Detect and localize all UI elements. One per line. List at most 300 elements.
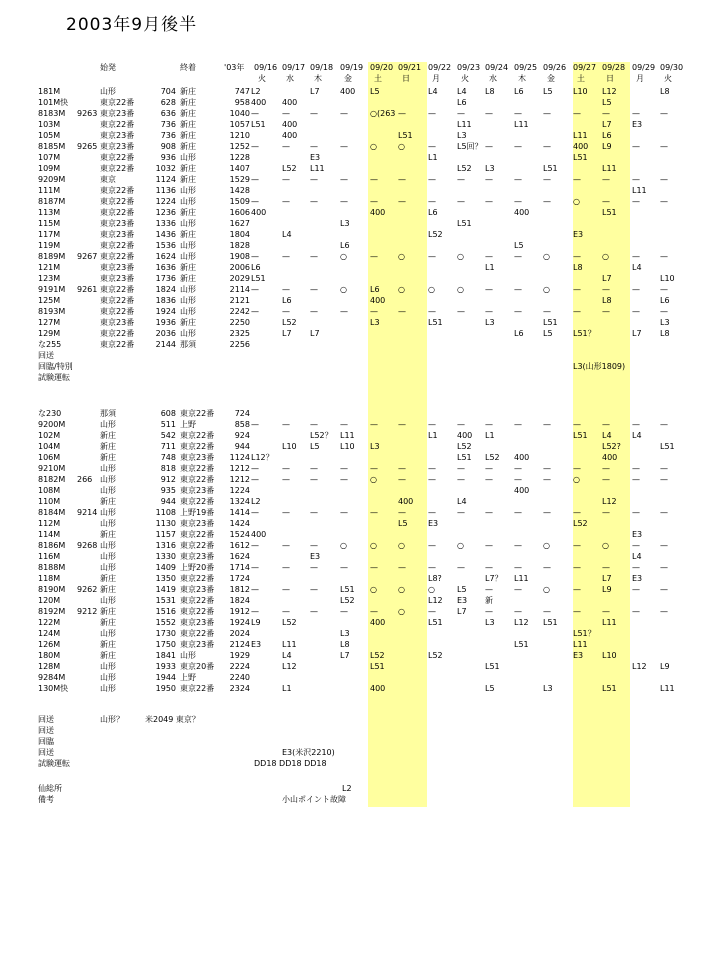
train-row — [0, 573, 719, 584]
date-cell: — — [514, 541, 522, 550]
departure-time: 944 — [160, 497, 176, 506]
page-title: 2003年9月後半 — [66, 15, 198, 35]
arrival-time: 2250 — [229, 318, 250, 327]
origin-station: 山形 — [100, 662, 116, 671]
date-cell: — — [543, 142, 551, 151]
date-cell: — — [632, 420, 640, 429]
train-row — [0, 507, 719, 518]
date-cell: — — [251, 109, 259, 118]
date-cell: 400 — [251, 208, 267, 217]
date-cell: ○(263 — [370, 109, 396, 118]
train-row — [0, 130, 719, 141]
date-cell: — — [514, 285, 522, 294]
date-cell: — — [398, 464, 406, 473]
origin-station: 新庄 — [100, 530, 116, 539]
date-cell: — — [514, 252, 522, 261]
origin-station: 山形 — [100, 475, 116, 484]
date-cell: — — [457, 307, 465, 316]
date-cell: — — [251, 197, 259, 206]
header-day: 金 — [547, 74, 555, 83]
date-cell: L51 — [660, 442, 675, 451]
train-number: 試験運転 — [38, 373, 70, 382]
train-row — [0, 584, 719, 595]
date-cell: E3 — [573, 651, 584, 660]
date-cell: L11 — [340, 431, 355, 440]
date-cell: L12 — [428, 596, 443, 605]
date-cell: — — [340, 197, 348, 206]
date-cell: L3 — [485, 618, 495, 627]
date-cell: — — [428, 142, 436, 151]
date-cell: ○ — [340, 285, 347, 294]
date-cell: ○ — [370, 142, 377, 151]
date-cell: L51 — [573, 431, 588, 440]
date-cell: — — [632, 175, 640, 184]
date-cell: — — [632, 541, 640, 550]
departure-time: 636 — [160, 109, 176, 118]
header-date: 09/22 — [428, 63, 452, 72]
origin-station: 東京22番 — [100, 329, 135, 338]
date-cell: — — [602, 607, 610, 616]
origin-station: 那須 — [100, 409, 116, 418]
date-cell: L51 — [428, 318, 443, 327]
arrival-time: 2024 — [229, 629, 250, 638]
misc-label: 回送 — [38, 748, 54, 757]
train-number: 125M — [38, 296, 61, 305]
date-cell: L4 — [632, 552, 642, 561]
origin-station: 東京22番 — [100, 340, 135, 349]
date-cell: — — [660, 197, 668, 206]
departure-time: 711 — [160, 442, 176, 451]
arrival-time: 1124 — [229, 453, 250, 462]
train-number: 8184M — [38, 508, 66, 517]
date-cell: — — [310, 508, 318, 517]
date-cell: L7 — [602, 120, 612, 129]
misc-row — [0, 725, 719, 736]
train-row — [0, 408, 719, 419]
date-cell: L51 — [573, 153, 588, 162]
train-row — [0, 672, 719, 683]
train-row — [0, 317, 719, 328]
train-row — [0, 207, 719, 218]
misc-label: 仙総所 — [38, 784, 62, 793]
train-number: 110M — [38, 497, 61, 506]
origin-station: 東京23番 — [100, 219, 135, 228]
train-row — [0, 485, 719, 496]
destination-station: 上野20番 — [180, 563, 215, 572]
date-cell: — — [485, 475, 493, 484]
date-cell: — — [398, 563, 406, 572]
date-cell: L5 — [370, 87, 380, 96]
departure-time: 935 — [160, 486, 176, 495]
date-cell: — — [340, 142, 348, 151]
train-row — [0, 562, 719, 573]
date-cell: — — [485, 175, 493, 184]
date-cell: 400 — [573, 142, 589, 151]
date-cell: — — [282, 285, 290, 294]
date-cell: — — [573, 252, 581, 261]
train-number: 180M — [38, 651, 61, 660]
date-cell: L4 — [632, 431, 642, 440]
destination-station: 新庄 — [180, 230, 196, 239]
date-cell: — — [251, 475, 259, 484]
date-cell: 400 — [514, 453, 530, 462]
date-cell: — — [660, 563, 668, 572]
date-cell: L5 — [485, 684, 495, 693]
date-cell: — — [398, 307, 406, 316]
origin-station: 東京22番 — [100, 197, 135, 206]
origin-station: 山形 — [100, 673, 116, 682]
train-number: 127M — [38, 318, 61, 327]
departure-time: 908 — [160, 142, 176, 151]
date-cell: — — [485, 197, 493, 206]
date-cell: L6 — [602, 131, 612, 140]
date-cell: — — [485, 109, 493, 118]
date-cell: — — [660, 585, 668, 594]
header-day: 火 — [258, 74, 266, 83]
destination-station: 山形 — [180, 197, 196, 206]
destination-station: 東京22番 — [180, 497, 215, 506]
train-number: 8189M — [38, 252, 66, 261]
misc-row — [0, 736, 719, 747]
date-cell: 400 — [370, 208, 386, 217]
arrival-time: 1606 — [229, 208, 250, 217]
date-cell: — — [370, 563, 378, 572]
train-number: 116M — [38, 552, 61, 561]
date-cell: — — [660, 285, 668, 294]
origin-station: 東京22番 — [100, 208, 135, 217]
date-cell: — — [251, 307, 259, 316]
destination-station: 東京22番 — [180, 541, 215, 550]
date-cell: L51？ — [573, 329, 596, 338]
misc-note: E3(米沢2210) — [282, 748, 335, 757]
date-cell: L3 — [485, 318, 495, 327]
destination-station: 新庄 — [180, 87, 196, 96]
misc-row — [0, 747, 719, 758]
date-cell: L7 — [310, 329, 320, 338]
date-cell: L5回？ — [457, 142, 483, 151]
date-cell: — — [428, 109, 436, 118]
train-row — [0, 141, 719, 152]
date-cell: — — [514, 607, 522, 616]
alt-train-number: 9268 — [77, 541, 98, 550]
departure-time: 1136 — [155, 186, 176, 195]
origin-station: 東京23番 — [100, 230, 135, 239]
train-number: 8187M — [38, 197, 66, 206]
misc-row — [0, 714, 719, 725]
train-number: 104M — [38, 442, 61, 451]
train-number: 107M — [38, 153, 61, 162]
date-cell: L4 — [282, 651, 292, 660]
arrival-time: 1424 — [229, 519, 250, 528]
departure-time: 1750 — [155, 640, 176, 649]
date-cell: L51 — [543, 618, 558, 627]
date-cell: — — [428, 175, 436, 184]
date-cell: L9 — [602, 585, 612, 594]
header-date: 09/28 — [602, 63, 626, 72]
train-number: 8193M — [38, 307, 66, 316]
arrival-time: 2242 — [229, 307, 250, 316]
train-number: 106M — [38, 453, 61, 462]
departure-time: 1224 — [155, 197, 176, 206]
date-cell: — — [370, 197, 378, 206]
train-row — [0, 617, 719, 628]
header-day: 月 — [432, 74, 440, 83]
destination-station: 新庄 — [180, 98, 196, 107]
date-cell: L11 — [514, 120, 529, 129]
departure-time: 1350 — [155, 574, 176, 583]
origin-station: 新庄 — [100, 442, 116, 451]
date-cell: — — [282, 585, 290, 594]
date-cell: L12 — [602, 497, 617, 506]
misc-note: L2 — [342, 784, 352, 793]
train-row — [0, 295, 719, 306]
date-cell: L11 — [573, 640, 588, 649]
date-cell: — — [457, 197, 465, 206]
date-cell: L12 — [514, 618, 529, 627]
origin-station: 新庄 — [100, 574, 116, 583]
date-cell: L11 — [632, 186, 647, 195]
train-number: 9210M — [38, 464, 66, 473]
date-cell: L3 — [660, 318, 670, 327]
arrival-time: 1612 — [229, 541, 250, 550]
misc-label: 回臨 — [38, 737, 54, 746]
origin-station: 東京22番 — [100, 296, 135, 305]
date-cell: — — [310, 307, 318, 316]
origin-station: 東京22番 — [100, 285, 135, 294]
departure-time: 1108 — [155, 508, 176, 517]
origin-station: 山形 — [100, 486, 116, 495]
date-cell: L5 — [543, 329, 553, 338]
header-date: 09/18 — [310, 63, 334, 72]
arrival-time: 1057 — [229, 120, 250, 129]
date-cell: 400 — [282, 120, 298, 129]
date-cell: — — [340, 563, 348, 572]
date-cell: — — [428, 475, 436, 484]
date-cell: — — [310, 475, 318, 484]
date-cell: — — [310, 197, 318, 206]
destination-station: 東京23番 — [180, 585, 215, 594]
train-row — [0, 441, 719, 452]
date-cell: ○ — [543, 585, 550, 594]
date-cell: L52 — [370, 651, 385, 660]
date-cell: L10 — [573, 87, 588, 96]
date-cell: L7 — [602, 574, 612, 583]
date-cell: L6 — [370, 285, 380, 294]
train-row — [0, 218, 719, 229]
destination-station: 山形 — [180, 651, 196, 660]
departure-time: 1032 — [155, 164, 176, 173]
header-days-row — [0, 73, 719, 84]
date-cell: L6 — [282, 296, 292, 305]
date-cell: — — [310, 585, 318, 594]
misc-note: DD18 DD18 DD18 — [254, 759, 327, 768]
train-number: 114M — [38, 530, 61, 539]
destination-station: 東京22番 — [180, 442, 215, 451]
date-cell: — — [602, 197, 610, 206]
destination-station: 東京22番 — [180, 596, 215, 605]
date-cell: L7 — [282, 329, 292, 338]
date-cell: — — [543, 475, 551, 484]
departure-time: 1157 — [155, 530, 176, 539]
date-cell: L51 — [457, 219, 472, 228]
date-cell: ○ — [370, 541, 377, 550]
departure-time: 1419 — [155, 585, 176, 594]
train-row — [0, 306, 719, 317]
date-cell: — — [543, 563, 551, 572]
arrival-time: 2256 — [229, 340, 250, 349]
origin-station: 東京23番 — [100, 318, 135, 327]
train-number: 9200M — [38, 420, 66, 429]
date-cell: L10 — [282, 442, 297, 451]
date-cell: — — [573, 109, 581, 118]
origin-station: 東京22番 — [100, 186, 135, 195]
date-cell: L2 — [251, 497, 261, 506]
train-number: 124M — [38, 629, 61, 638]
arrival-time: 1210 — [229, 131, 250, 140]
origin-station: 東京22番 — [100, 98, 135, 107]
date-cell: L11 — [457, 120, 472, 129]
departure-time: 2144 — [155, 340, 176, 349]
date-cell: — — [602, 175, 610, 184]
date-cell: L4 — [457, 87, 467, 96]
date-cell: — — [398, 175, 406, 184]
misc-row — [0, 783, 719, 794]
date-cell: — — [370, 607, 378, 616]
date-cell: — — [632, 142, 640, 151]
date-cell: 400 — [514, 486, 530, 495]
date-cell: L7 — [340, 651, 350, 660]
arrival-time: 858 — [234, 420, 250, 429]
date-cell: — — [340, 607, 348, 616]
train-row — [0, 650, 719, 661]
origin-station: 山形 — [100, 464, 116, 473]
date-cell: L11 — [602, 618, 617, 627]
date-cell: E3 — [310, 552, 321, 561]
origin-station: 山形 — [100, 684, 116, 693]
destination-station: 山形 — [180, 186, 196, 195]
date-cell: — — [514, 197, 522, 206]
date-cell: — — [514, 420, 522, 429]
header-date: 09/20 — [370, 63, 394, 72]
date-cell: — — [340, 307, 348, 316]
date-cell: L8 — [485, 87, 495, 96]
departure-time: 1924 — [155, 307, 176, 316]
departure-time: 736 — [160, 131, 176, 140]
destination-station: 上野 — [180, 420, 196, 429]
date-cell: — — [514, 563, 522, 572]
arrival-time: 1724 — [229, 574, 250, 583]
date-cell: L6 — [457, 98, 467, 107]
date-cell: — — [398, 508, 406, 517]
date-cell: L3 — [340, 219, 350, 228]
date-cell: — — [660, 420, 668, 429]
origin-station: 東京23番 — [100, 263, 135, 272]
header-date: 09/21 — [398, 63, 422, 72]
date-cell: — — [428, 252, 436, 261]
date-cell: L1 — [485, 431, 495, 440]
departure-time: 704 — [160, 87, 176, 96]
departure-time: 1936 — [155, 318, 176, 327]
arrival-time: 2324 — [229, 684, 250, 693]
date-cell: — — [251, 541, 259, 550]
date-cell: L52 — [573, 519, 588, 528]
date-cell: — — [310, 541, 318, 550]
date-cell: — — [602, 475, 610, 484]
date-cell: ○ — [543, 252, 550, 261]
date-cell: L2 — [251, 87, 261, 96]
date-cell: ○ — [602, 252, 609, 261]
header-dates-row — [0, 62, 719, 73]
departure-time: 1841 — [155, 651, 176, 660]
arrival-time: 958 — [234, 98, 250, 107]
misc-label: 試験運転 — [38, 759, 70, 768]
destination-station: 上野19番 — [180, 508, 215, 517]
destination-station: 上野 — [180, 673, 196, 682]
departure-time: 1436 — [155, 230, 176, 239]
date-cell: — — [370, 175, 378, 184]
destination-station: 山形 — [180, 329, 196, 338]
train-row — [0, 229, 719, 240]
date-cell: — — [251, 420, 259, 429]
train-row — [0, 185, 719, 196]
date-cell: L10 — [660, 274, 675, 283]
arrival-time: 1407 — [229, 164, 250, 173]
date-cell: — — [457, 175, 465, 184]
arrival-time: 944 — [234, 442, 250, 451]
date-cell: — — [514, 508, 522, 517]
train-number: 122M — [38, 618, 61, 627]
date-cell: — — [632, 307, 640, 316]
date-cell: — — [370, 252, 378, 261]
date-cell: — — [485, 420, 493, 429]
date-cell: L8 — [602, 296, 612, 305]
date-cell: L52 — [340, 596, 355, 605]
date-cell: L4 — [602, 431, 612, 440]
departure-time: 748 — [160, 453, 176, 462]
date-cell: — — [428, 563, 436, 572]
header-date: 09/17 — [282, 63, 306, 72]
train-row — [0, 284, 719, 295]
train-row — [0, 240, 719, 251]
arrival-time: 1529 — [229, 175, 250, 184]
date-cell: L9 — [602, 142, 612, 151]
date-cell: L3 — [370, 442, 380, 451]
departure-time: 1636 — [155, 263, 176, 272]
date-cell: — — [660, 252, 668, 261]
date-cell: L5 — [602, 98, 612, 107]
date-cell: E3 — [632, 530, 643, 539]
departure-time: 628 — [160, 98, 176, 107]
train-number: 8186M — [38, 541, 66, 550]
date-cell: L6 — [514, 87, 524, 96]
header-day: 日 — [606, 74, 614, 83]
arrival-time: 747 — [234, 87, 250, 96]
date-cell: — — [573, 541, 581, 550]
date-cell: L52 — [428, 230, 443, 239]
date-cell: L6 — [428, 208, 438, 217]
arrival-time: 1524 — [229, 530, 250, 539]
date-cell: — — [543, 508, 551, 517]
header-date: 09/24 — [485, 63, 509, 72]
date-cell: L51 — [428, 618, 443, 627]
train-row — [0, 419, 719, 430]
train-row — [0, 551, 719, 562]
header-date: 09/30 — [660, 63, 684, 72]
origin-station: 新庄 — [100, 497, 116, 506]
destination-station: 山形 — [180, 219, 196, 228]
train-number: 115M — [38, 219, 61, 228]
date-cell: L8 — [573, 263, 583, 272]
